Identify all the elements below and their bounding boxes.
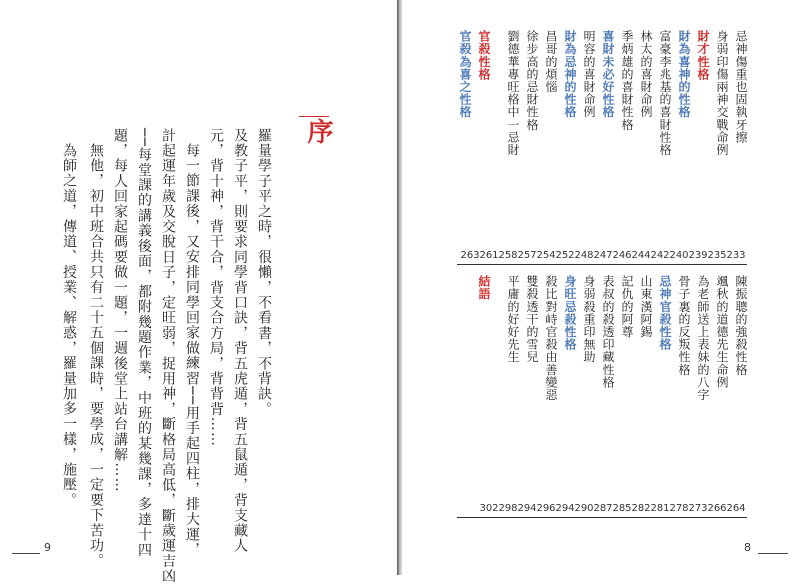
toc-page-number: 235 (707, 250, 727, 261)
toc-page-number: 296 (536, 503, 556, 514)
toc-page-number: 261 (479, 250, 499, 261)
toc-entry: 雙殺透干的雪兒 (525, 275, 539, 364)
toc-page-number: 257 (517, 250, 537, 261)
toc-page-number: 244 (631, 250, 651, 261)
paragraph-2: 及教子平，則要求同學背口訣，背五虎遁，背五鼠遁，背支藏人 (232, 128, 248, 554)
toc-page-number: 246 (612, 250, 632, 261)
toc-entry: 明容的喜財命例 (582, 30, 596, 119)
folio-left: 9 (44, 541, 51, 554)
toc-subsection: 財為喜神的性格 (677, 30, 691, 119)
toc-page-number: 248 (574, 250, 594, 261)
toc-page-number: 247 (593, 250, 613, 261)
paragraph-6: ──每堂課的講義後面，都附幾題作業，中班的某幾課，多達十四 (136, 128, 152, 558)
toc-subsection: 財為忌神的性格 (563, 30, 577, 119)
toc-entry: 林太的喜財命例 (639, 30, 653, 119)
toc-page-number: 282 (631, 503, 651, 514)
paragraph-5: 計起運年歲及交脫日子，定旺弱，捉用神，斷格局高低，斷歲運吉凶 (160, 128, 176, 584)
toc-entry: 季炳雄的喜財性格 (620, 30, 634, 131)
preface-heading: 序 (303, 118, 333, 146)
toc-page-number: 298 (498, 503, 518, 514)
toc-entry: 陳振聰的強殺性格 (734, 275, 748, 376)
toc-rule-top (457, 264, 747, 265)
footer-line (12, 553, 40, 554)
toc-page-number: 287 (593, 503, 613, 514)
toc-section-heading: 財才性格 (696, 30, 710, 81)
toc-page-number: 233 (726, 250, 746, 261)
paragraph-4: 每一節課後，又安排同學回家做練習──用手起四柱，排大運， (184, 143, 200, 558)
toc-entry: 骨子裏的反叛性格 (677, 275, 691, 376)
toc-page-number: 258 (498, 250, 518, 261)
toc-page-number: 239 (688, 250, 708, 261)
paragraph-8: 無他，初中班合共只有二十五個課時，要學成，一定要下苦功。 (88, 143, 104, 569)
paragraph-1: 羅量學子平之時，很懶，不看書，不背訣。 (256, 128, 272, 417)
toc-subsection: 忌神官殺性格 (658, 275, 672, 351)
paragraph-3: 元，背十神，背干合，背支合方局，背背背…… (208, 128, 224, 448)
toc-entry: 昌哥的煩惱 (544, 30, 558, 93)
toc-entry: 表叔的殺透印藏性格 (601, 275, 615, 389)
toc-page-number: 242 (650, 250, 670, 261)
toc-page-number: 273 (688, 503, 708, 514)
toc-page-number: 294 (555, 503, 575, 514)
footer-line (758, 553, 788, 554)
paragraph-7: 題，每人回家起碼要做一題，一週後堂上站台講解…… (112, 128, 128, 493)
toc-page-number: 290 (574, 503, 594, 514)
toc-entry: 平庸的好好先生 (506, 275, 520, 364)
toc-page-number: 266 (707, 503, 727, 514)
toc-subsection: 身旺忌殺性格 (563, 275, 577, 351)
toc-section-heading: 官殺性格 (477, 30, 491, 81)
toc-entry: 山東漢阿錫 (639, 275, 653, 338)
toc-entry: 徐步高的忌財性格 (525, 30, 539, 131)
toc-entry: 颯秋的道德先生命例 (715, 275, 729, 389)
toc-page-number: 285 (612, 503, 632, 514)
toc-entry: 劉德華專旺格中一忌財 (506, 30, 520, 156)
toc-page-number: 294 (517, 503, 537, 514)
toc-section-heading: 結語 (477, 275, 491, 301)
toc-page-number: 281 (650, 503, 670, 514)
left-page (0, 0, 398, 584)
toc-page-number: 254 (536, 250, 556, 261)
toc-page-number: 302 (479, 503, 499, 514)
toc-page-number: 240 (669, 250, 689, 261)
toc-entry: 富豪李兆基的喜財性格 (658, 30, 672, 156)
toc-page-number: 264 (726, 503, 746, 514)
toc-entry: 身弱印傷兩神交戰命例 (715, 30, 729, 156)
toc-entry: 忌神傷重也固執牙擦 (734, 30, 748, 144)
toc-entry: 為老師送上表妹的八字 (696, 275, 710, 401)
toc-page-number: 278 (669, 503, 689, 514)
folio-right: 8 (744, 541, 751, 554)
paragraph-9: 為師之道，傳道、授業、解惑，羅量加多一樣，施壓。 (61, 143, 77, 508)
toc-entry: 殺比對峙官殺由善變惡 (544, 275, 558, 401)
toc-entry: 身弱殺重印無助 (582, 275, 596, 364)
toc-rule-bottom (457, 517, 747, 518)
toc-page-number: 252 (555, 250, 575, 261)
right-page (402, 0, 800, 575)
toc-subsection: 官殺為喜之性格 (458, 30, 472, 119)
toc-entry: 記仇的阿尊 (620, 275, 634, 338)
heading-rule (299, 116, 329, 117)
toc-page-number: 263 (460, 250, 480, 261)
toc-subsection: 喜財未必好性格 (601, 30, 615, 119)
